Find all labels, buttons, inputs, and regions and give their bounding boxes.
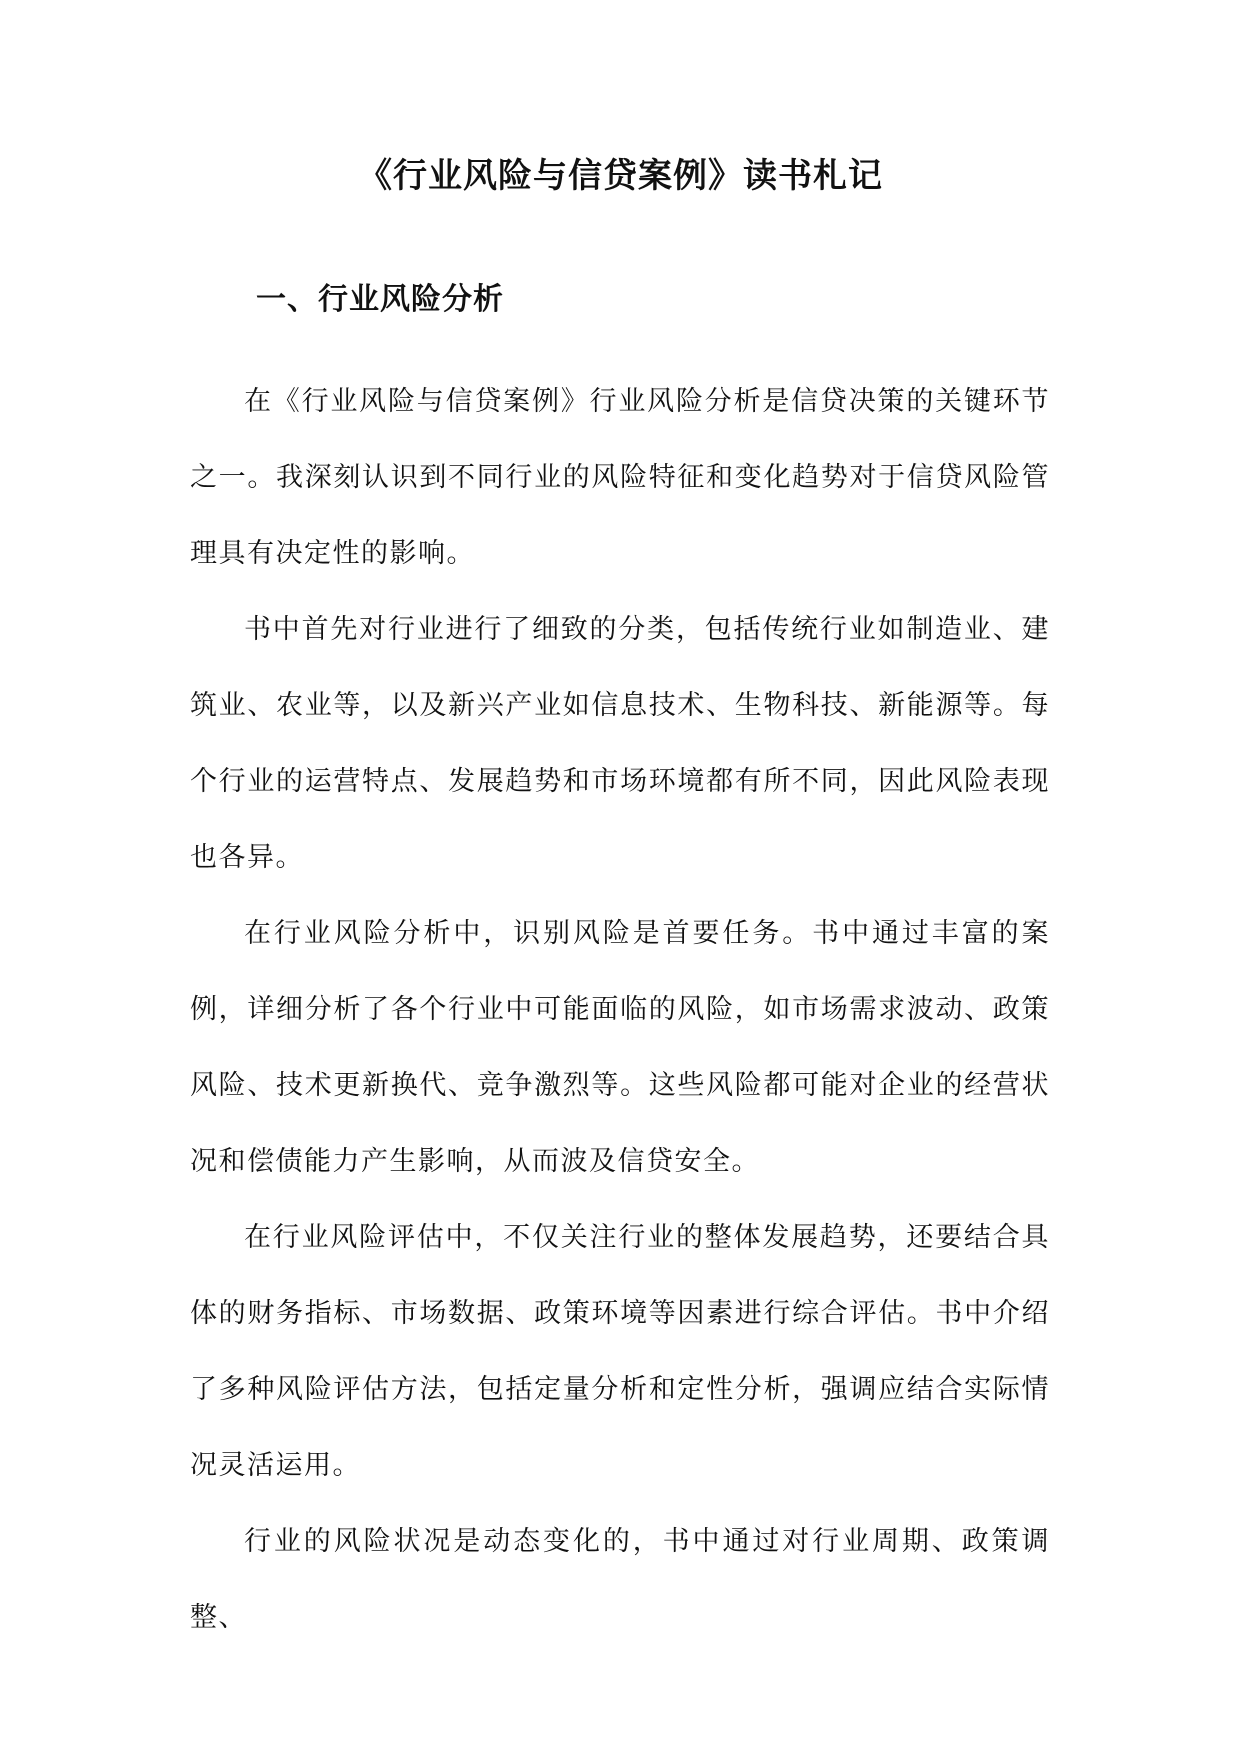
paragraph: 在行业风险分析中，识别风险是首要任务。书中通过丰富的案例，详细分析了各个行业中可能面临的风险，如市场需求波动、政策风险、技术更新换代、竞争激烈等。这些风险都可能对企业的经营状况和偿债能力产生影响，从而波及信贷安全。 <box>190 918 1050 1177</box>
paragraph: 在行业风险评估中，不仅关注行业的整体发展趋势，还要结合具体的财务指标、市场数据、政策环境等因素进行综合评估。书中介绍了多种风险评估方法，包括定量分析和定性分析，强调应结合实际情况灵活运用。 <box>190 1222 1050 1481</box>
section-body <box>190 364 1050 1656</box>
section-heading: 一、行业风险分析 <box>256 282 504 317</box>
paragraph: 书中首先对行业进行了细致的分类，包括传统行业如制造业、建筑业、农业等，以及新兴产业如信息技术、生物科技、新能源等。每个行业的运营特点、发展趋势和市场环境都有所不同，因此风险表现也各异。 <box>190 614 1050 873</box>
paragraph: 行业的风险状况是动态变化的，书中通过对行业周期、政策调整、 <box>190 1526 1050 1633</box>
paragraph: 在《行业风险与信贷案例》行业风险分析是信贷决策的关键环节之一。我深刻认识到不同行业的风险特征和变化趋势对于信贷风险管理具有决定性的影响。 <box>190 386 1050 569</box>
document-title: 《行业风险与信贷案例》读书札记 <box>358 156 883 196</box>
